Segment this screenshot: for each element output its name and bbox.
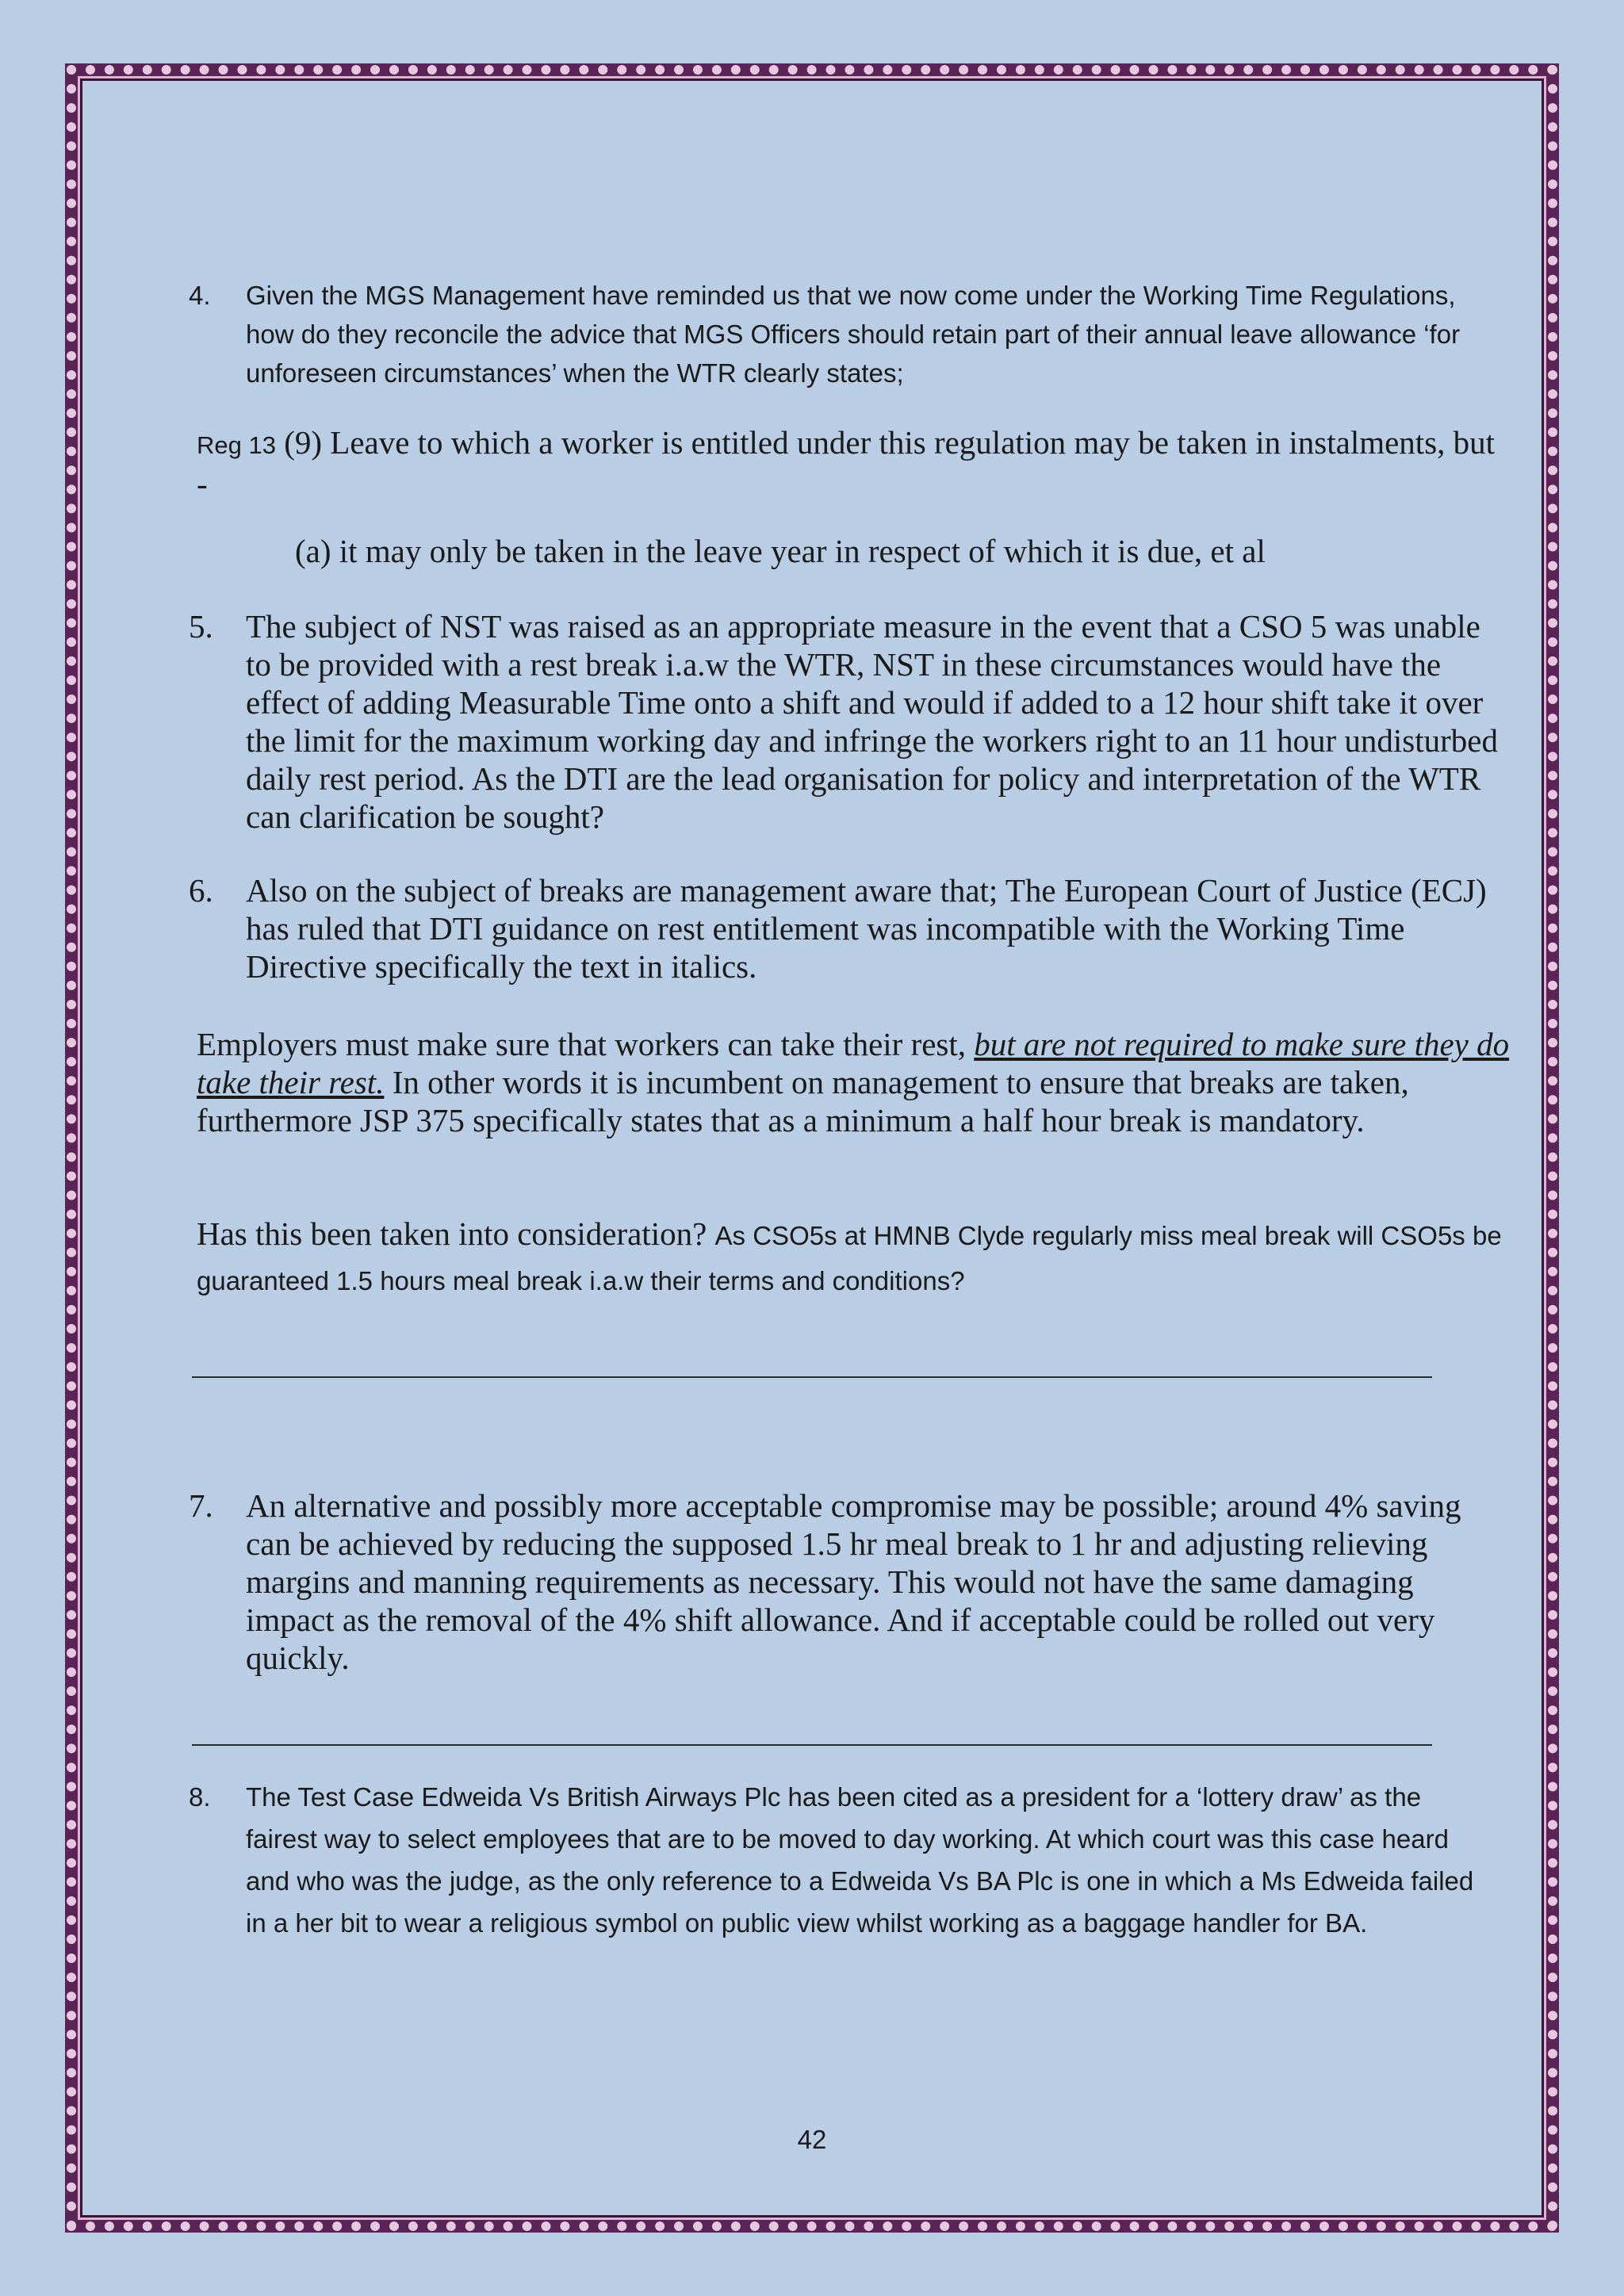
employers-italic-text: but are not required to make sure they do take their rest. [197,1026,1510,1100]
question-7 [189,1487,1499,1677]
question-number: 8. [189,1782,211,1812]
horizontal-divider [192,1376,1432,1378]
question-number: 6. [189,872,213,909]
question-text: The subject of NST was raised as an appropriate measure in the event that a CSO 5 was unable to be provided with a rest break i.a.w the WTR, NST in these circumstances would have the effect of adding Measurable Time onto a shift and would if added to a 12 hour shift take it over the limit for the maximum working day and infringe the workers right to an 11 hour undisturbed daily rest period. As the DTI are the lead organisation for policy and interpretation of the WTR can clarification be sought? [246,608,1498,835]
question-4 [189,276,1499,392]
employers-lead-text: Employers must make sure that workers can take their rest, [197,1026,975,1062]
question-number: 4. [189,281,211,310]
question-number: 5. [189,608,213,645]
horizontal-divider [192,1744,1432,1746]
question-text: Given the MGS Management have reminded us that we now come under the Working Time Regulations, how do they reconcile the advice that MGS Officers should retain part of their annual leave allowance ‘for unforeseen circumstances’ when the WTR clearly states; [246,281,1461,388]
question-8 [189,1776,1499,1944]
consideration-paragraph [197,1212,1513,1303]
employers-tail-text: In other words it is incumbent on management to ensure that breaks are taken, furthermore JSP 375 specifically states that as a minimum a half hour break is mandatory. [197,1064,1409,1138]
regulation-quote [197,423,1513,503]
question-text: Also on the subject of breaks are management aware that; The European Court of Justice (ECJ) has ruled that DTI guidance on rest entitlement was incompatible with the Working Time Directive specifically the text in italics. [246,872,1487,985]
question-5 [189,607,1499,836]
document-page [65,63,1559,2233]
question-6 [189,871,1499,985]
regulation-subclause-a: (a) it may only be taken in the leave year in respect of which it is due, et al [295,533,1266,569]
regulation-reference: Reg 13 [197,431,276,459]
consideration-question-text: As CSO5s at HMNB Clyde regularly miss meal break will CSO5s be guaranteed 1.5 hours meal break i.a.w their terms and conditions? [197,1221,1502,1295]
employers-paragraph [197,1025,1513,1139]
page-number: 42 [797,2125,827,2154]
consideration-lead-text: Has this been taken into consideration? [197,1215,715,1252]
question-number: 7. [189,1487,213,1524]
question-text: An alternative and possibly more acceptable compromise may be possible; around 4% saving can be achieved by reducing the supposed 1.5 hr meal break to 1 hr and adjusting relieving margins and manning requirements as necessary. This would not have the same damaging impact as the removal of the 4% shift allowance. And if acceptable could be rolled out very quickly. [246,1487,1461,1676]
question-text: The Test Case Edweida Vs British Airways Plc has been cited as a president for a ‘lottery draw’ as the fairest way to select employees that are to be moved to day working. At which court was this case heard and who was the judge, as the only reference to a Edweida Vs BA Plc is one in which a Ms Edweida failed in a her bit to wear a religious symbol on public view whilst working as a baggage handler for BA. [246,1782,1474,1938]
regulation-text: (9) Leave to which a worker is entitled under this regulation may be taken in instalments, but - [197,424,1496,502]
